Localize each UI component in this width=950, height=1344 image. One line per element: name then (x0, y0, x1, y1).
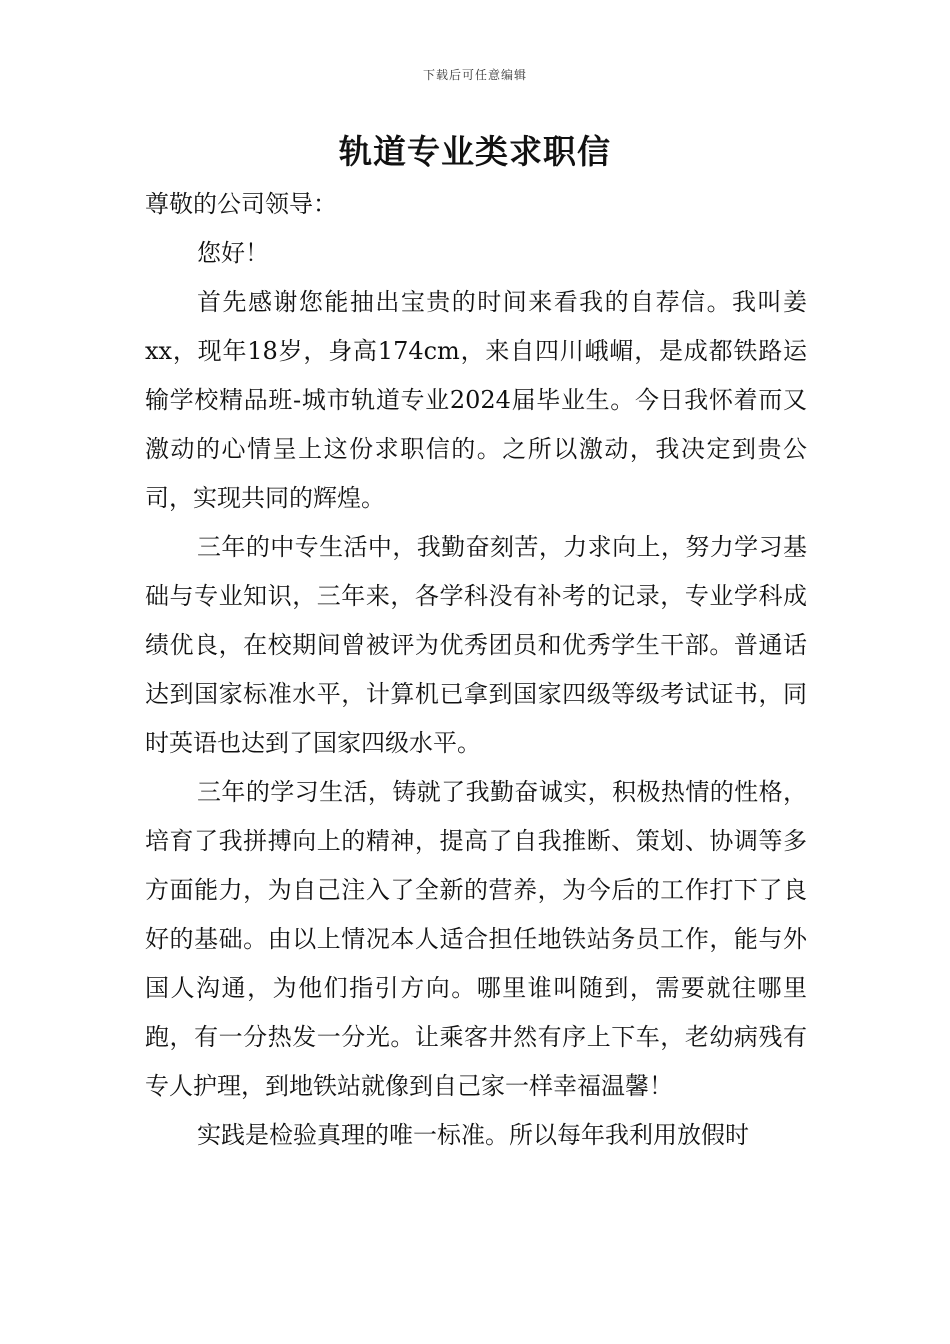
paragraph-introduction: 首先感谢您能抽出宝贵的时间来看我的自荐信。我叫姜xx，现年18岁，身高174cm，来自四川峨嵋，是成都铁路运输学校精品班-城市轨道专业2024届毕业生。今日我怀着而又激动的心情呈上这份求职信的。之所以激动，我决定到贵公司，实现共同的辉煌。 (145, 288, 807, 512)
letter-body (145, 180, 807, 1160)
greeting: 您好！ (197, 239, 269, 267)
salutation: 尊敬的公司领导： (145, 190, 337, 218)
paragraph-studies: 三年的中专生活中，我勤奋刻苦，力求向上，努力学习基础与专业知识，三年来，各学科没有补考的记录，专业学科成绩优良，在校期间曾被评为优秀团员和优秀学生干部。普通话达到国家标准水平，计算机已拿到国家四级等级考试证书，同时英语也达到了国家四级水平。 (145, 533, 807, 757)
header-note: 下载后可任意编辑 (422, 68, 527, 82)
paragraph-practice: 实践是检验真理的唯一标准。所以每年我利用放假时 (197, 1121, 749, 1149)
document-title: 轨道专业类求职信 (339, 132, 611, 171)
paragraph-character: 三年的学习生活，铸就了我勤奋诚实，积极热情的性格，培育了我拼搏向上的精神，提高了自我推断、策划、协调等多方面能力，为自己注入了全新的营养，为今后的工作打下了良好的基础。由以上情况本人适合担任地铁站务员工作，能与外国人沟通，为他们指引方向。哪里谁叫随到，需要就往哪里跑，有一分热发一分光。让乘客井然有序上下车，老幼病残有专人护理，到地铁站就像到自己家一样幸福温馨！ (145, 778, 807, 1100)
